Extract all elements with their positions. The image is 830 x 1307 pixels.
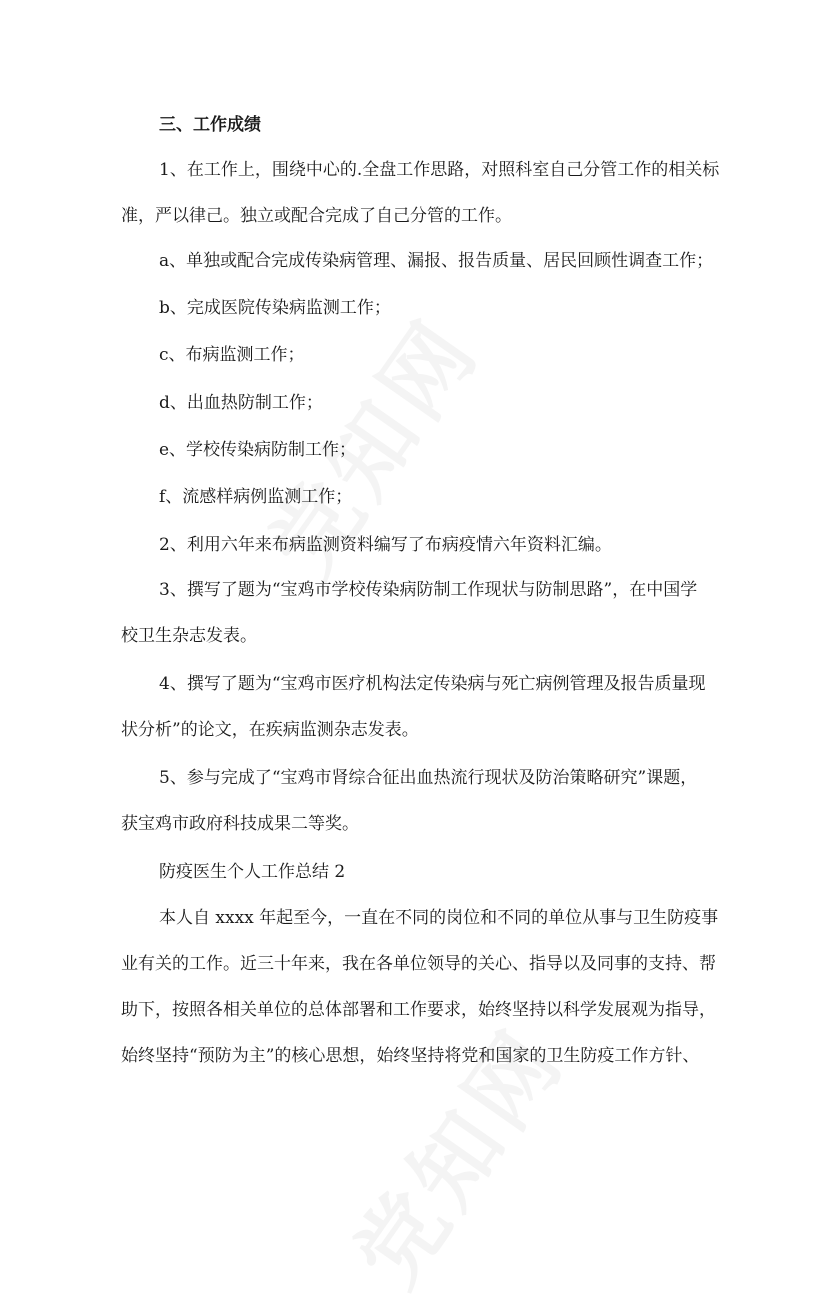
paragraph-6-line-1: 本人自 xxxx 年起至今，一直在不同的岗位和不同的单位从事与卫生防疫事 — [159, 908, 719, 928]
list-item-f: f、流感样病例监测工作； — [159, 487, 353, 507]
paragraph-3-line-1: 3、撰写了题为“宝鸡市学校传染病防制工作现状与防制思路”，在中国学 — [159, 580, 698, 600]
paragraph-4-line-2: 状分析”的论文，在疾病监测杂志发表。 — [121, 720, 419, 740]
paragraph-1-line-1: 1、在工作上，围绕中心的.全盘工作思路，对照科室自己分管工作的相关标 — [159, 160, 720, 180]
paragraph-5-line-1: 5、参与完成了“宝鸡市肾综合征出血热流行现状及防治策略研究”课题， — [159, 768, 698, 788]
list-item-c: c、布病监测工作； — [159, 345, 305, 365]
paragraph-4 — [121, 672, 706, 742]
paragraph-6-line-4: 始终坚持“预防为主”的核心思想，始终坚持将党和国家的卫生防疫工作方针、 — [121, 1046, 700, 1066]
list-item-d: d、出血热防制工作； — [159, 393, 323, 413]
list-item-a: a、单独或配合完成传染病管理、漏报、报告质量、居民回顾性调查工作； — [159, 251, 714, 271]
paragraph-3 — [121, 578, 698, 648]
list-item-e: e、学校传染病防制工作； — [159, 440, 357, 460]
paragraph-1 — [121, 158, 720, 228]
paragraph-3-line-2: 校卫生杂志发表。 — [121, 626, 257, 646]
paragraph-6-line-2: 业有关的工作。近三十年来，我在各单位领导的关心、指导以及同事的支持、帮 — [121, 954, 716, 974]
paragraph-5-line-2: 获宝鸡市政府科技成果二等奖。 — [121, 814, 359, 834]
paragraph-4-line-1: 4、撰写了题为“宝鸡市医疗机构法定传染病与死亡病例管理及报告质量现 — [159, 674, 706, 694]
section-title-2: 防疫医生个人工作总结 2 — [159, 862, 346, 882]
paragraph-5 — [121, 766, 698, 836]
paragraph-2: 2、利用六年来布病监测资料编写了布病疫情六年资料汇编。 — [159, 535, 612, 555]
list-item-b: b、完成医院传染病监测工作； — [159, 298, 391, 318]
paragraph-6-line-3: 助下，按照各相关单位的总体部署和工作要求，始终坚持以科学发展观为指导， — [121, 1000, 716, 1020]
section-heading: 三、工作成绩 — [159, 115, 261, 135]
paragraph-1-line-2: 准，严以律己。独立或配合完成了自己分管的工作。 — [121, 206, 512, 226]
paragraph-6 — [121, 906, 719, 1068]
